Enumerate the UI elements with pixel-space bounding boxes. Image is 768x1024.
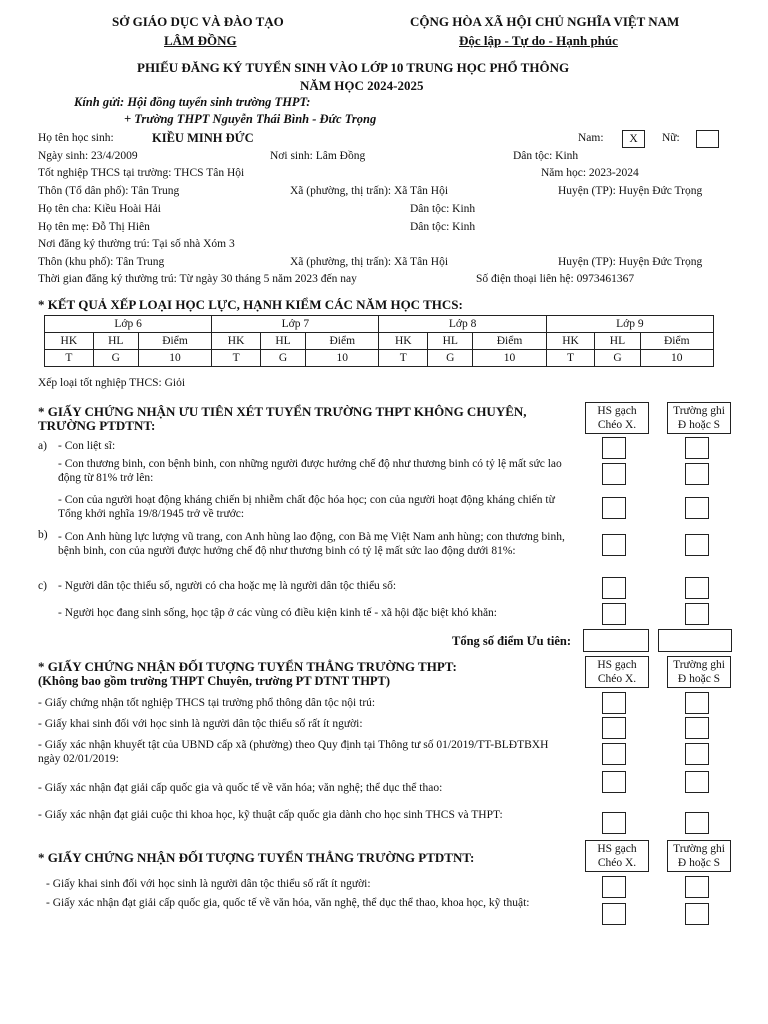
residence: Nơi đăng ký thường trú: Tại số nhà Xóm 3 [38, 238, 235, 250]
dept-name: SỞ GIÁO DỤC VÀ ĐÀO TẠO [112, 14, 284, 29]
commune: Xã (phường, thị trấn): Xã Tân Hội [290, 185, 449, 197]
grades-table [44, 315, 714, 367]
school-column-label [667, 402, 731, 434]
hs-label-line1: HS gạch [597, 405, 637, 417]
grade-6-header: Lớp 6 [45, 316, 212, 333]
phone: Số điện thoại liên hệ: 0973461367 [476, 273, 635, 285]
male-label: Nam: [578, 132, 604, 144]
hs-column-label [585, 656, 649, 688]
direct-ptdtnt-item-1: - Giấy khai sinh đối với học sinh là người dân tộc thiểu số rất ít người: [46, 878, 371, 890]
dob: Ngày sinh: 23/4/2009 [38, 150, 138, 162]
col-diem: Điểm [640, 333, 713, 350]
grades-values-row [45, 350, 714, 367]
priority-heading: * GIẤY CHỨNG NHẬN ƯU TIÊN XÉT TUYỂN TRƯỜNG THPT KHÔNG CHUYÊN, [38, 404, 527, 419]
district: Huyện (TP): Huyện Đức Trọng [558, 185, 703, 197]
form-title: PHIẾU ĐĂNG KÝ TUYỂN SINH VÀO LỚP 10 TRUNG HỌC PHỔ THÔNG [137, 60, 570, 75]
father-name: Họ tên cha: Kiều Hoài Hải [38, 203, 161, 215]
direct-thpt-heading: * GIẤY CHỨNG NHẬN ĐỐI TƯỢNG TUYỂN THẲNG TRƯỜNG THPT: [38, 659, 457, 674]
female-checkbox[interactable] [696, 130, 719, 148]
table-cell: G [428, 350, 473, 367]
results-heading: * KẾT QUẢ XẾP LOẠI HỌC LỰC, HẠNH KIỂM CÁC NĂM HỌC THCS: [38, 297, 463, 312]
hs-checkbox[interactable] [602, 534, 626, 556]
total-priority-hs-field[interactable] [583, 629, 649, 652]
school-checkbox[interactable] [685, 903, 709, 925]
table-cell: 10 [138, 350, 211, 367]
hs-checkbox[interactable] [602, 876, 626, 898]
hs-checkbox[interactable] [602, 497, 626, 519]
female-label: Nữ: [662, 132, 680, 144]
direct-ptdtnt-heading: * GIẤY CHỨNG NHẬN ĐỐI TƯỢNG TUYỂN THẲNG TRƯỜNG PTDTNT: [38, 850, 475, 865]
col-hl: HL [595, 333, 640, 350]
school-label-line2: Đ hoặc S [677, 857, 721, 869]
school-label-line1: Trường ghi [673, 405, 725, 417]
school-checkbox[interactable] [685, 692, 709, 714]
hs-checkbox[interactable] [602, 903, 626, 925]
col-hl: HL [93, 333, 138, 350]
priority-item-2: - Con thương binh, con bệnh binh, con những người được hưởng chế độ như thương binh có tỷ lệ mất sức lao động từ 81% trở lên: [58, 458, 562, 484]
name-label: Họ tên học sinh: [38, 132, 114, 144]
school-checkbox[interactable] [685, 771, 709, 793]
motto: Độc lập - Tự do - Hạnh phúc [459, 33, 618, 48]
graduation-rank: Xếp loại tốt nghiệp THCS: Giỏi [38, 377, 186, 389]
table-cell: G [260, 350, 305, 367]
priority-item-3: - Con của người hoạt động kháng chiến bị nhiễm chất độc hóa học; con của người hoạt động kháng chiến từ Tổng khởi nghĩa 19/8/1945 trở về trước: [58, 494, 555, 520]
father-ethnicity: Dân tộc: Kinh [410, 203, 476, 215]
table-cell: 10 [473, 350, 546, 367]
grade-8-header: Lớp 8 [379, 316, 546, 333]
grade-7-header: Lớp 7 [212, 316, 379, 333]
priority-heading-2: TRƯỜNG PTDTNT: [38, 418, 156, 433]
school-checkbox[interactable] [685, 463, 709, 485]
residence-hamlet: Thôn (khu phố): Tân Trung [38, 256, 165, 268]
residence-time: Thời gian đăng ký thường trú: Từ ngày 30 tháng 5 năm 2023 đến nay [38, 273, 357, 285]
hs-checkbox[interactable] [602, 437, 626, 459]
col-hl: HL [260, 333, 305, 350]
school-year: Năm học: 2023-2024 [541, 167, 639, 179]
total-priority-school-field[interactable] [658, 629, 732, 652]
item-letter-b: b) [38, 529, 48, 541]
hs-column-label [585, 402, 649, 434]
direct-thpt-item-3: - Giấy xác nhận khuyết tật của UBND cấp xã (phường) theo Quy định tại Thông tư số 01/2019/TT-BLĐTBXH ngày 02/01/2019: [38, 739, 549, 765]
hs-checkbox[interactable] [602, 603, 626, 625]
recipient-school: + Trường THPT Nguyễn Thái Bình - Đức Trọng [124, 112, 377, 126]
school-checkbox[interactable] [685, 717, 709, 739]
direct-thpt-item-2: - Giấy khai sinh đối với học sinh là người dân tộc thiểu số rất ít người: [38, 718, 363, 730]
school-checkbox[interactable] [685, 577, 709, 599]
school-checkbox[interactable] [685, 497, 709, 519]
col-hl: HL [428, 333, 473, 350]
graduated-school: Tốt nghiệp THCS tại trường: THCS Tân Hội [38, 167, 245, 179]
direct-thpt-item-1: - Giấy chứng nhận tốt nghiệp THCS tại trường phổ thông dân tộc nội trú: [38, 697, 376, 709]
direct-ptdtnt-item-2: - Giấy xác nhận đạt giải cấp quốc gia, quốc tế về văn hóa, văn nghệ, thể dục thể thao, khoa học, kỹ thuật: [46, 897, 530, 909]
ethnicity: Dân tộc: Kinh [513, 150, 579, 162]
hs-checkbox[interactable] [602, 577, 626, 599]
grades-subheader-row [45, 333, 714, 350]
col-diem: Điểm [138, 333, 211, 350]
school-checkbox[interactable] [685, 743, 709, 765]
table-cell: 10 [306, 350, 379, 367]
male-checkbox[interactable]: X [622, 130, 645, 148]
hs-checkbox[interactable] [602, 771, 626, 793]
item-letter-a: a) [38, 440, 47, 452]
direct-thpt-item-5: - Giấy xác nhận đạt giải cuộc thi khoa học, kỹ thuật cấp quốc gia dành cho học sinh THCS và THPT: [38, 809, 503, 821]
hs-label-line1: HS gạch [597, 659, 637, 671]
grade-9-header: Lớp 9 [546, 316, 713, 333]
school-label-line2: Đ hoặc S [677, 673, 721, 685]
hs-label-line2: Chéo X. [597, 673, 637, 685]
item-letter-c: c) [38, 580, 47, 592]
hamlet: Thôn (Tổ dân phố): Tân Trung [38, 185, 180, 197]
school-column-label [667, 656, 731, 688]
hs-label-line2: Chéo X. [597, 419, 637, 431]
col-hk: HK [45, 333, 94, 350]
recipient-line: Kính gửi: Hội đồng tuyển sinh trường THPT: [74, 95, 311, 109]
priority-item-1: - Con liệt sĩ: [58, 440, 116, 452]
birthplace: Nơi sinh: Lâm Đồng [270, 150, 366, 162]
hs-checkbox[interactable] [602, 692, 626, 714]
hs-checkbox[interactable] [602, 463, 626, 485]
priority-item-6: - Người học đang sinh sống, học tập ở các vùng có điều kiện kinh tế - xã hội đặc biệt khó khăn: [58, 607, 497, 619]
total-priority-label: Tổng số điểm Ưu tiên: [452, 634, 571, 648]
direct-thpt-item-4: - Giấy xác nhận đạt giải cấp quốc gia và quốc tế về văn hóa; văn nghệ; thể dục thể thao: [38, 782, 443, 794]
col-diem: Điểm [473, 333, 546, 350]
residence-commune: Xã (phường, thị trấn): Xã Tân Hội [290, 256, 449, 268]
table-cell: G [595, 350, 640, 367]
mother-name: Họ tên mẹ: Đỗ Thị Hiên [38, 221, 150, 233]
name-value: KIỀU MINH ĐỨC [152, 131, 254, 145]
hs-column-label [585, 840, 649, 872]
school-checkbox[interactable] [685, 876, 709, 898]
table-cell: T [546, 350, 595, 367]
hs-checkbox[interactable] [602, 717, 626, 739]
school-label-line1: Trường ghi [673, 659, 725, 671]
direct-thpt-subheading: (Không bao gồm trường THPT Chuyên, trường PT DTNT THPT) [38, 674, 391, 688]
table-cell: T [379, 350, 428, 367]
col-hk: HK [212, 333, 261, 350]
school-label-line2: Đ hoặc S [677, 419, 721, 431]
table-cell: 10 [640, 350, 713, 367]
col-hk: HK [546, 333, 595, 350]
priority-item-5: - Người dân tộc thiểu số, người có cha hoặc mẹ là người dân tộc thiểu số: [58, 580, 397, 592]
hs-checkbox[interactable] [602, 743, 626, 765]
table-cell: T [45, 350, 94, 367]
table-cell: T [212, 350, 261, 367]
grades-header-row [45, 316, 714, 333]
table-cell: G [93, 350, 138, 367]
school-column-label [667, 840, 731, 872]
priority-item-4: - Con Anh hùng lực lượng vũ trang, con Anh hùng lao động, con Bà mẹ Việt Nam anh hùng; con thương binh, bệnh binh, con của người được hưởng chế độ như thương binh có tỷ lệ mất sức lao động dưới 81%: [58, 531, 565, 557]
residence-district: Huyện (TP): Huyện Đức Trọng [558, 256, 703, 268]
school-checkbox[interactable] [685, 603, 709, 625]
province-name: LÂM ĐỒNG [164, 33, 237, 48]
mother-ethnicity: Dân tộc: Kinh [410, 221, 476, 233]
school-checkbox[interactable] [685, 534, 709, 556]
form-year: NĂM HỌC 2024-2025 [300, 78, 424, 93]
school-label-line1: Trường ghi [673, 843, 725, 855]
hs-checkbox[interactable] [602, 812, 626, 834]
col-hk: HK [379, 333, 428, 350]
hs-label-line1: HS gạch [597, 843, 637, 855]
country-name: CỘNG HÒA XÃ HỘI CHỦ NGHĨA VIỆT NAM [410, 14, 680, 29]
hs-label-line2: Chéo X. [597, 857, 637, 869]
school-checkbox[interactable] [685, 812, 709, 834]
school-checkbox[interactable] [685, 437, 709, 459]
col-diem: Điểm [306, 333, 379, 350]
